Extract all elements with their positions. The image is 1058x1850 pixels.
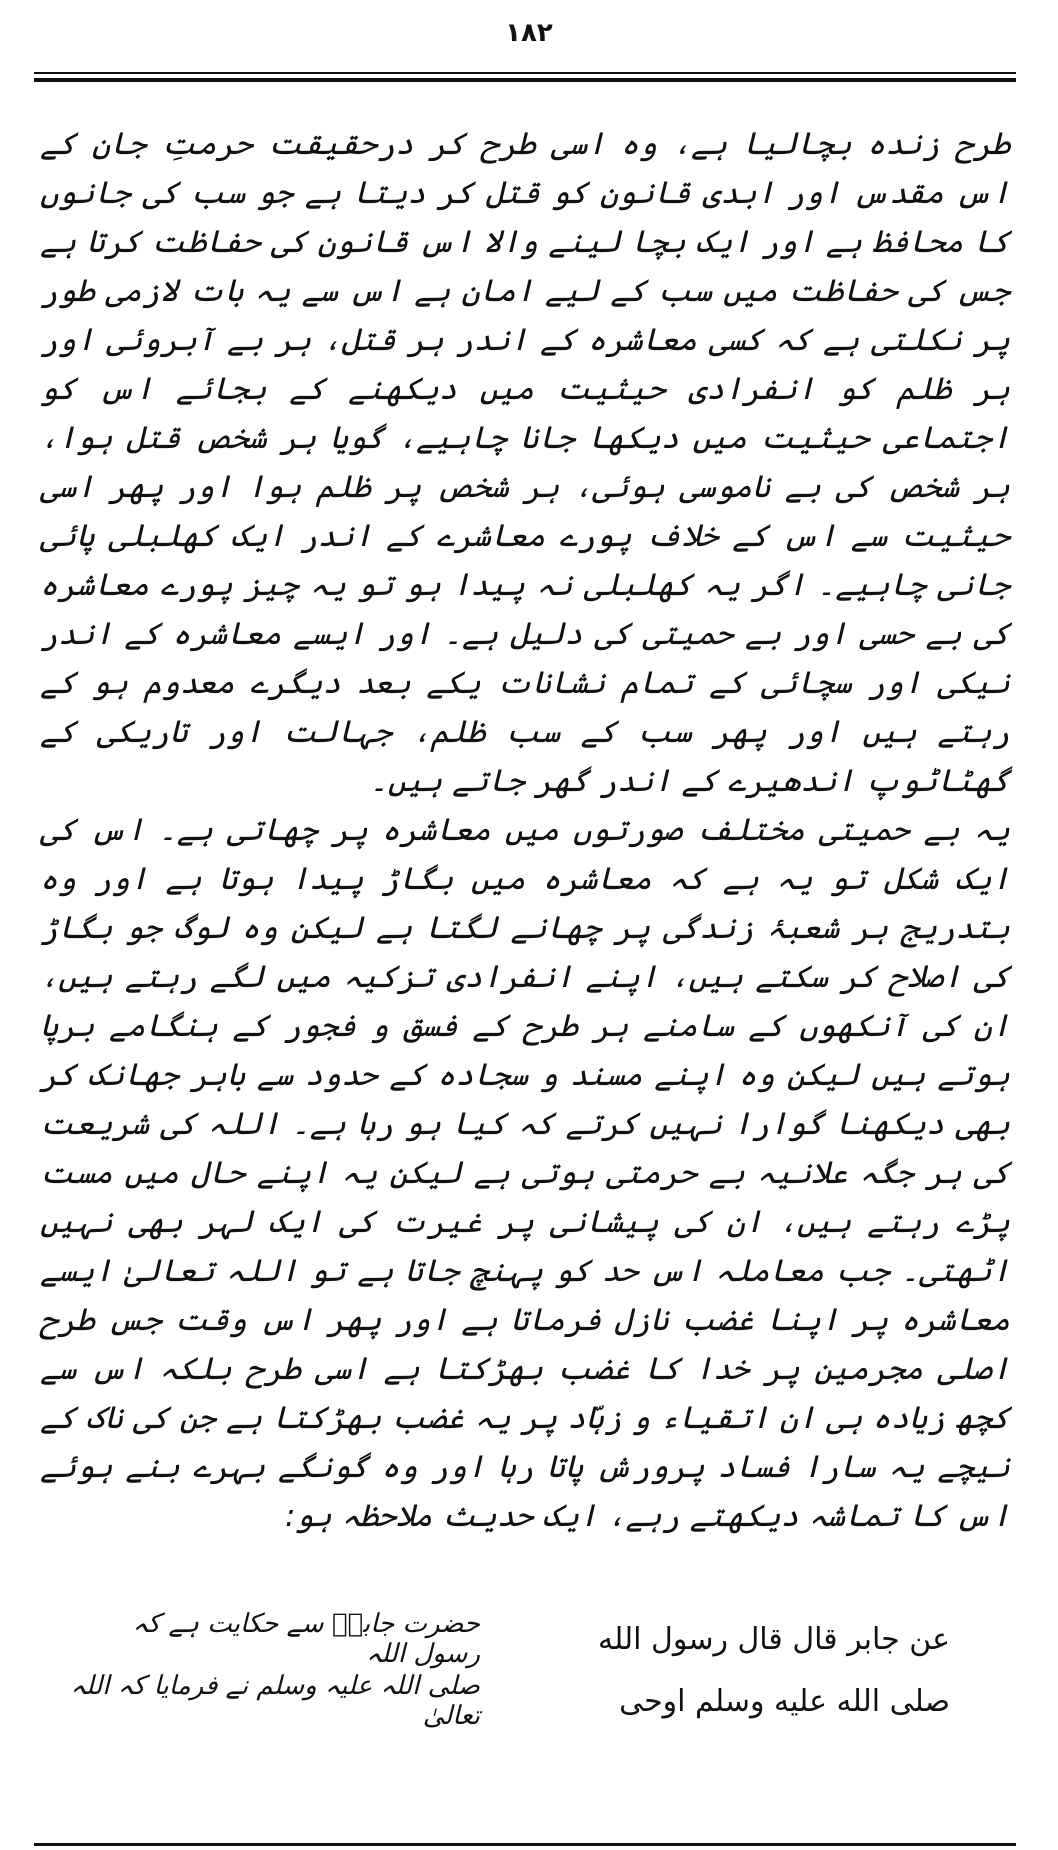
footer-rule xyxy=(34,1843,1016,1846)
header-rule-thick xyxy=(34,78,1016,82)
hadith-urdu-translation: حضرت جابرؓ سے حکایت ہے کہ رسول اللہ xyxy=(132,1609,480,1669)
hadith-arabic-text: صلی الله علیه وسلم اوحی xyxy=(619,1683,950,1719)
body-text xyxy=(40,120,1010,1541)
hadith-block xyxy=(40,1608,1010,1732)
hadith-row xyxy=(40,1670,1010,1732)
page-number: ۱۸۲ xyxy=(505,18,553,48)
hadith-row xyxy=(40,1608,1010,1670)
paragraph-1: طرح زندہ بچالیا ہے، وہ اسی طرح کر درحقیقت حرمتِ جان کے اس مقدس اور ابدی قانون کو قتل کر دیتا ہے جو سب کی جانوں کا محافظ ہے اور ایک بچا لینے والا اس قانون کی حفاظت کرتا ہے جس کی حفاظت میں سب کے لیے امان ہے اس سے یہ بات لازمی طور پر نکلتی ہے کہ کسی معاشرہ کے اندر ہر قتل، ہر بے آبروئی اور ہر ظلم کو انفرادی حیثیت میں دیکھنے کے بجائے اس کو اجتماعی حیثیت میں دیکھا جانا چاہیے، گویا ہر شخص قتل ہوا، ہر شخص کی بے ناموسی ہوئی، ہر شخص پر ظلم ہوا اور پھر اسی حیثیت سے اس کے خلاف پورے معاشرے کے اندر ایک کھلبلی پائی جانی چاہیے۔ اگر یہ کھلبلی نہ پیدا ہو تو یہ چیز پورے معاشرہ کی بے حسی اور بے حمیتی کی دلیل ہے۔ اور ایسے معاشرہ کے اندر نیکی اور سچائی کے تمام نشانات یکے بعد دیگرے معدوم ہو کے رہتے ہیں اور پھر سب کے سب ظلم، جہالت اور تاریکی کے گھٹاٹوپ اندھیرے کے اندر گھر جاتے ہیں۔ xyxy=(40,126,1010,799)
hadith-arabic-text: عن جابر قال قال رسول الله xyxy=(598,1621,950,1657)
hadith-urdu-translation: صلی اللہ علیہ وسلم نے فرمایا کہ اللہ تعالیٰ xyxy=(70,1671,480,1731)
paragraph-2: یہ بے حمیتی مختلف صورتوں میں معاشرہ پر چھاتی ہے۔ اس کی ایک شکل تو یہ ہے کہ معاشرہ میں بگاڑ پیدا ہوتا ہے اور وہ بتدریج ہر شعبۂ زندگی پر چھانے لگتا ہے لیکن وہ لوگ جو بگاڑ کی اصلاح کر سکتے ہیں، اپنے انفرادی تزکیہ میں لگے رہتے ہیں، ان کی آنکھوں کے سامنے ہر طرح کے فسق و فجور کے ہنگامے برپا ہوتے ہیں لیکن وہ اپنے مسند و سجادہ کے حدود سے باہر جھانک کر بھی دیکھنا گوارا نہیں کرتے کہ کیا ہو رہا ہے۔ اللہ کی شریعت کی ہر جگہ علانیہ بے حرمتی ہوتی ہے لیکن یہ اپنے حال میں مست پڑے رہتے ہیں، ان کی پیشانی پر غیرت کی ایک لہر بھی نہیں اٹھتی۔ جب معاملہ اس حد کو پہنچ جاتا ہے تو اللہ تعالیٰ ایسے معاشرہ پر اپنا غضب نازل فرماتا ہے اور پھر اس وقت جس طرح اصلی مجرمین پر خدا کا غضب بھڑکتا ہے اسی طرح بلکہ اس سے کچھ زیادہ ہی ان اتقیاء و زہّاد پر یہ غضب بھڑکتا ہے جن کی ناک کے نیچے یہ سارا فساد پرورش پاتا رہا اور وہ گونگے بہرے بنے ہوئے اس کا تماشہ دیکھتے رہے، ایک حدیث ملاحظہ ہو: xyxy=(40,812,1010,1534)
header-rule-thin xyxy=(34,72,1016,74)
